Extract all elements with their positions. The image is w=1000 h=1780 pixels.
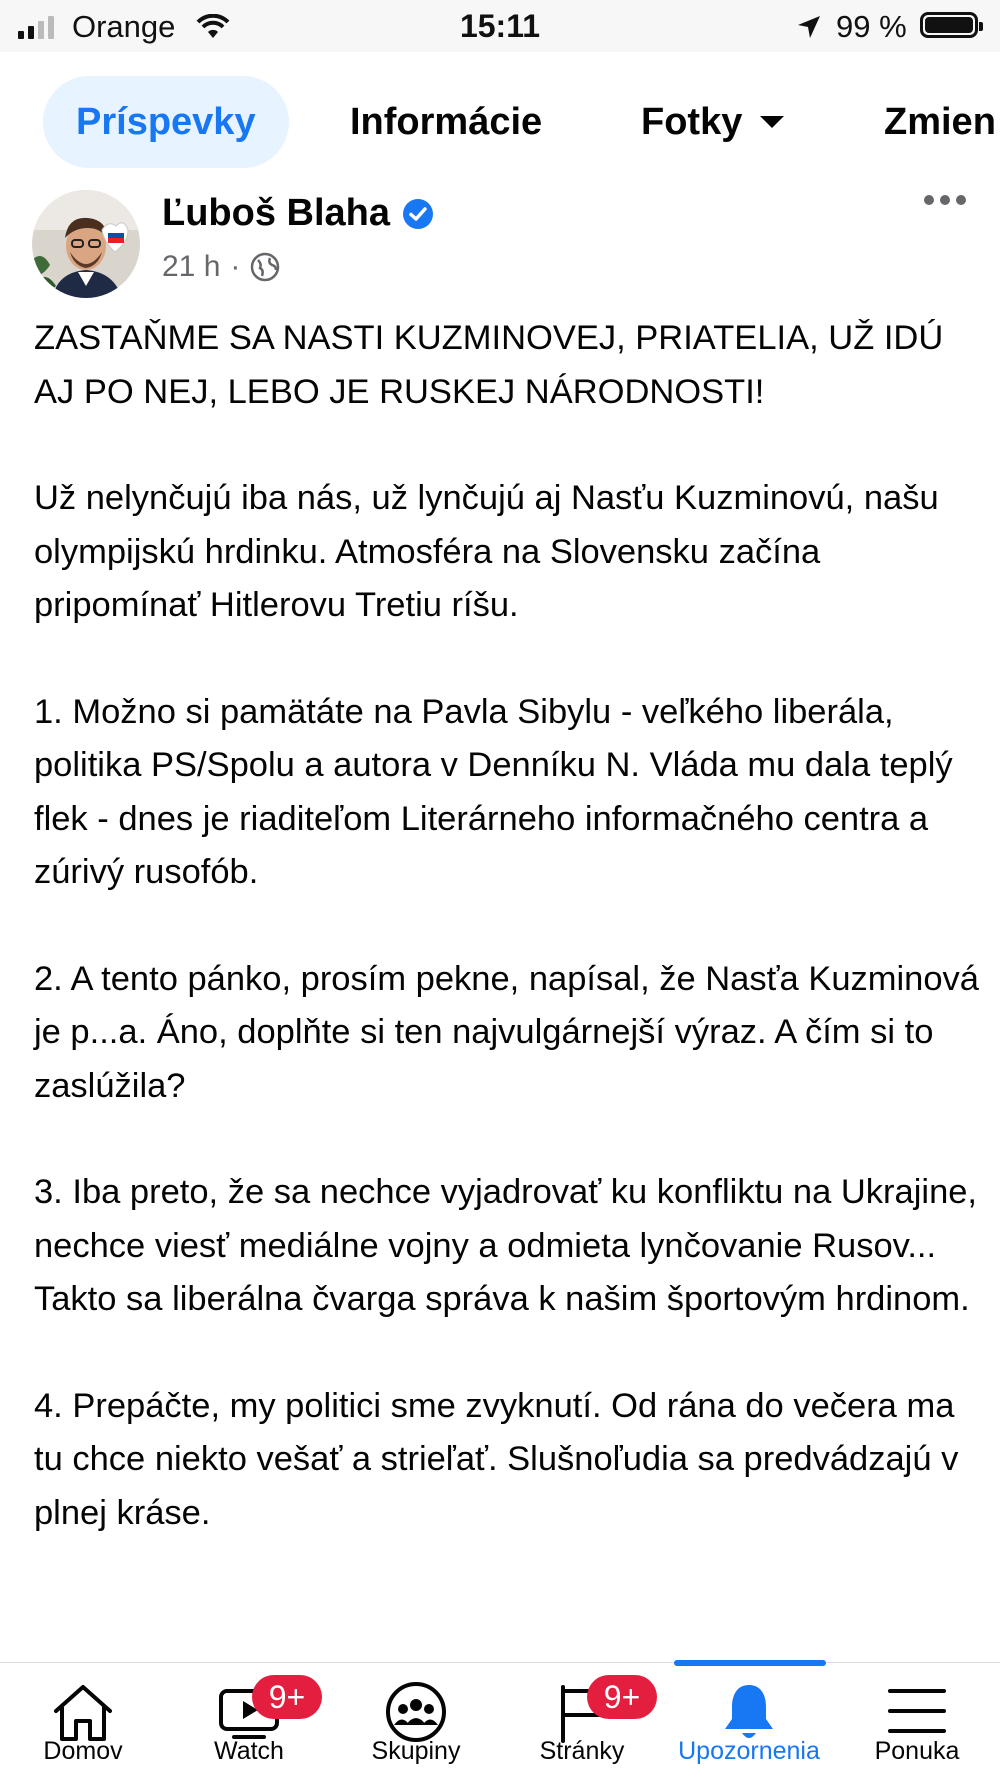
groups-icon xyxy=(383,1681,449,1743)
meta-separator: · xyxy=(230,250,241,283)
notification-badge: 9+ xyxy=(587,1675,657,1719)
more-horizontal-icon[interactable] xyxy=(924,195,966,205)
status-time: 15:11 xyxy=(459,8,541,44)
profile-tabs xyxy=(0,52,1000,174)
avatar[interactable] xyxy=(32,190,140,298)
battery-icon xyxy=(920,12,978,38)
nav-label: Upozornenia xyxy=(678,1737,820,1765)
nav-menu[interactable] xyxy=(834,1663,1000,1780)
nav-watch[interactable] xyxy=(166,1663,332,1780)
post-paragraph: ZASTAŇME SA NASTI KUZMINOVEJ, PRIATELIA, UŽ IDÚ AJ PO NEJ, LEBO JE RUSKEJ NÁRODNOSTI! xyxy=(34,319,944,411)
tab-label: Zmien xyxy=(884,101,996,143)
nav-label: Skupiny xyxy=(371,1737,461,1765)
tab-mentions[interactable] xyxy=(884,76,996,168)
verified-badge-icon xyxy=(402,198,434,230)
bottom-nav xyxy=(0,1662,1000,1780)
nav-notifications[interactable] xyxy=(666,1663,832,1780)
post-body xyxy=(34,312,984,1593)
notification-badge: 9+ xyxy=(252,1675,322,1719)
post-meta xyxy=(162,250,280,284)
tab-label: Fotky xyxy=(641,101,743,143)
nav-label: Domov xyxy=(43,1737,123,1765)
carrier-name: Orange xyxy=(72,9,176,44)
nav-label: Stránky xyxy=(539,1737,625,1765)
post-paragraph: 4. Prepáčte, my politici sme zvyknutí. Od rána do večera ma tu chce niekto vešať a strieľať. Slušnoľudia sa predvádzajú v plnej kráse. xyxy=(34,1386,959,1532)
battery-percent: 99 % xyxy=(836,9,907,44)
post-paragraph: 2. A tento pánko, prosím pekne, napísal, že Nasťa Kuzminová je p...a. Áno, doplňte si ten najvulgárnejší výraz. A čím si to zaslúžila? xyxy=(34,959,979,1105)
tab-label: Príspevky xyxy=(76,101,256,143)
menu-icon xyxy=(884,1681,950,1743)
author-name: Ľuboš Blaha xyxy=(162,192,391,234)
nav-groups[interactable] xyxy=(333,1663,499,1780)
post-paragraph: 1. Možno si pamätáte na Pavla Sibylu - veľkého liberála, politika PS/Spolu a autora v Denníku N. Vláda mu dala teplý flek - dnes je riaditeľom Literárneho informačného centra a zúrivý rusofób. xyxy=(34,692,953,891)
post-time[interactable]: 21 h xyxy=(162,250,221,283)
caret-down-icon xyxy=(760,116,784,128)
globe-icon xyxy=(250,252,280,282)
tab-photos[interactable] xyxy=(641,76,784,168)
tab-about[interactable] xyxy=(350,76,542,168)
status-bar xyxy=(0,0,1000,52)
tab-label: Informácie xyxy=(350,101,543,143)
nav-label: Watch xyxy=(214,1737,284,1765)
post-author[interactable] xyxy=(162,192,434,235)
post-paragraph: Už nelynčujú iba nás, už lynčujú aj Nasťu Kuzminovú, našu olympijskú hrdinku. Atmosféra na Slovensku začína pripomínať Hitlerovu Tretiu ríšu. xyxy=(34,479,939,624)
avatar-photo xyxy=(32,190,140,298)
tab-posts[interactable] xyxy=(43,76,289,168)
home-icon xyxy=(50,1681,116,1743)
nav-label: Ponuka xyxy=(874,1737,960,1765)
nav-home[interactable] xyxy=(0,1663,166,1780)
bell-icon xyxy=(716,1681,782,1743)
nav-pages[interactable] xyxy=(499,1663,665,1780)
location-arrow-icon xyxy=(796,14,822,40)
post-paragraph: 3. Iba preto, že sa nechce vyjadrovať ku konfliktu na Ukrajine, nechce viesť mediálne vojny a odmieta lynčovanie Rusov... Takto sa liberálna čvarga správa k našim športovým hrdinom. xyxy=(34,1173,978,1318)
